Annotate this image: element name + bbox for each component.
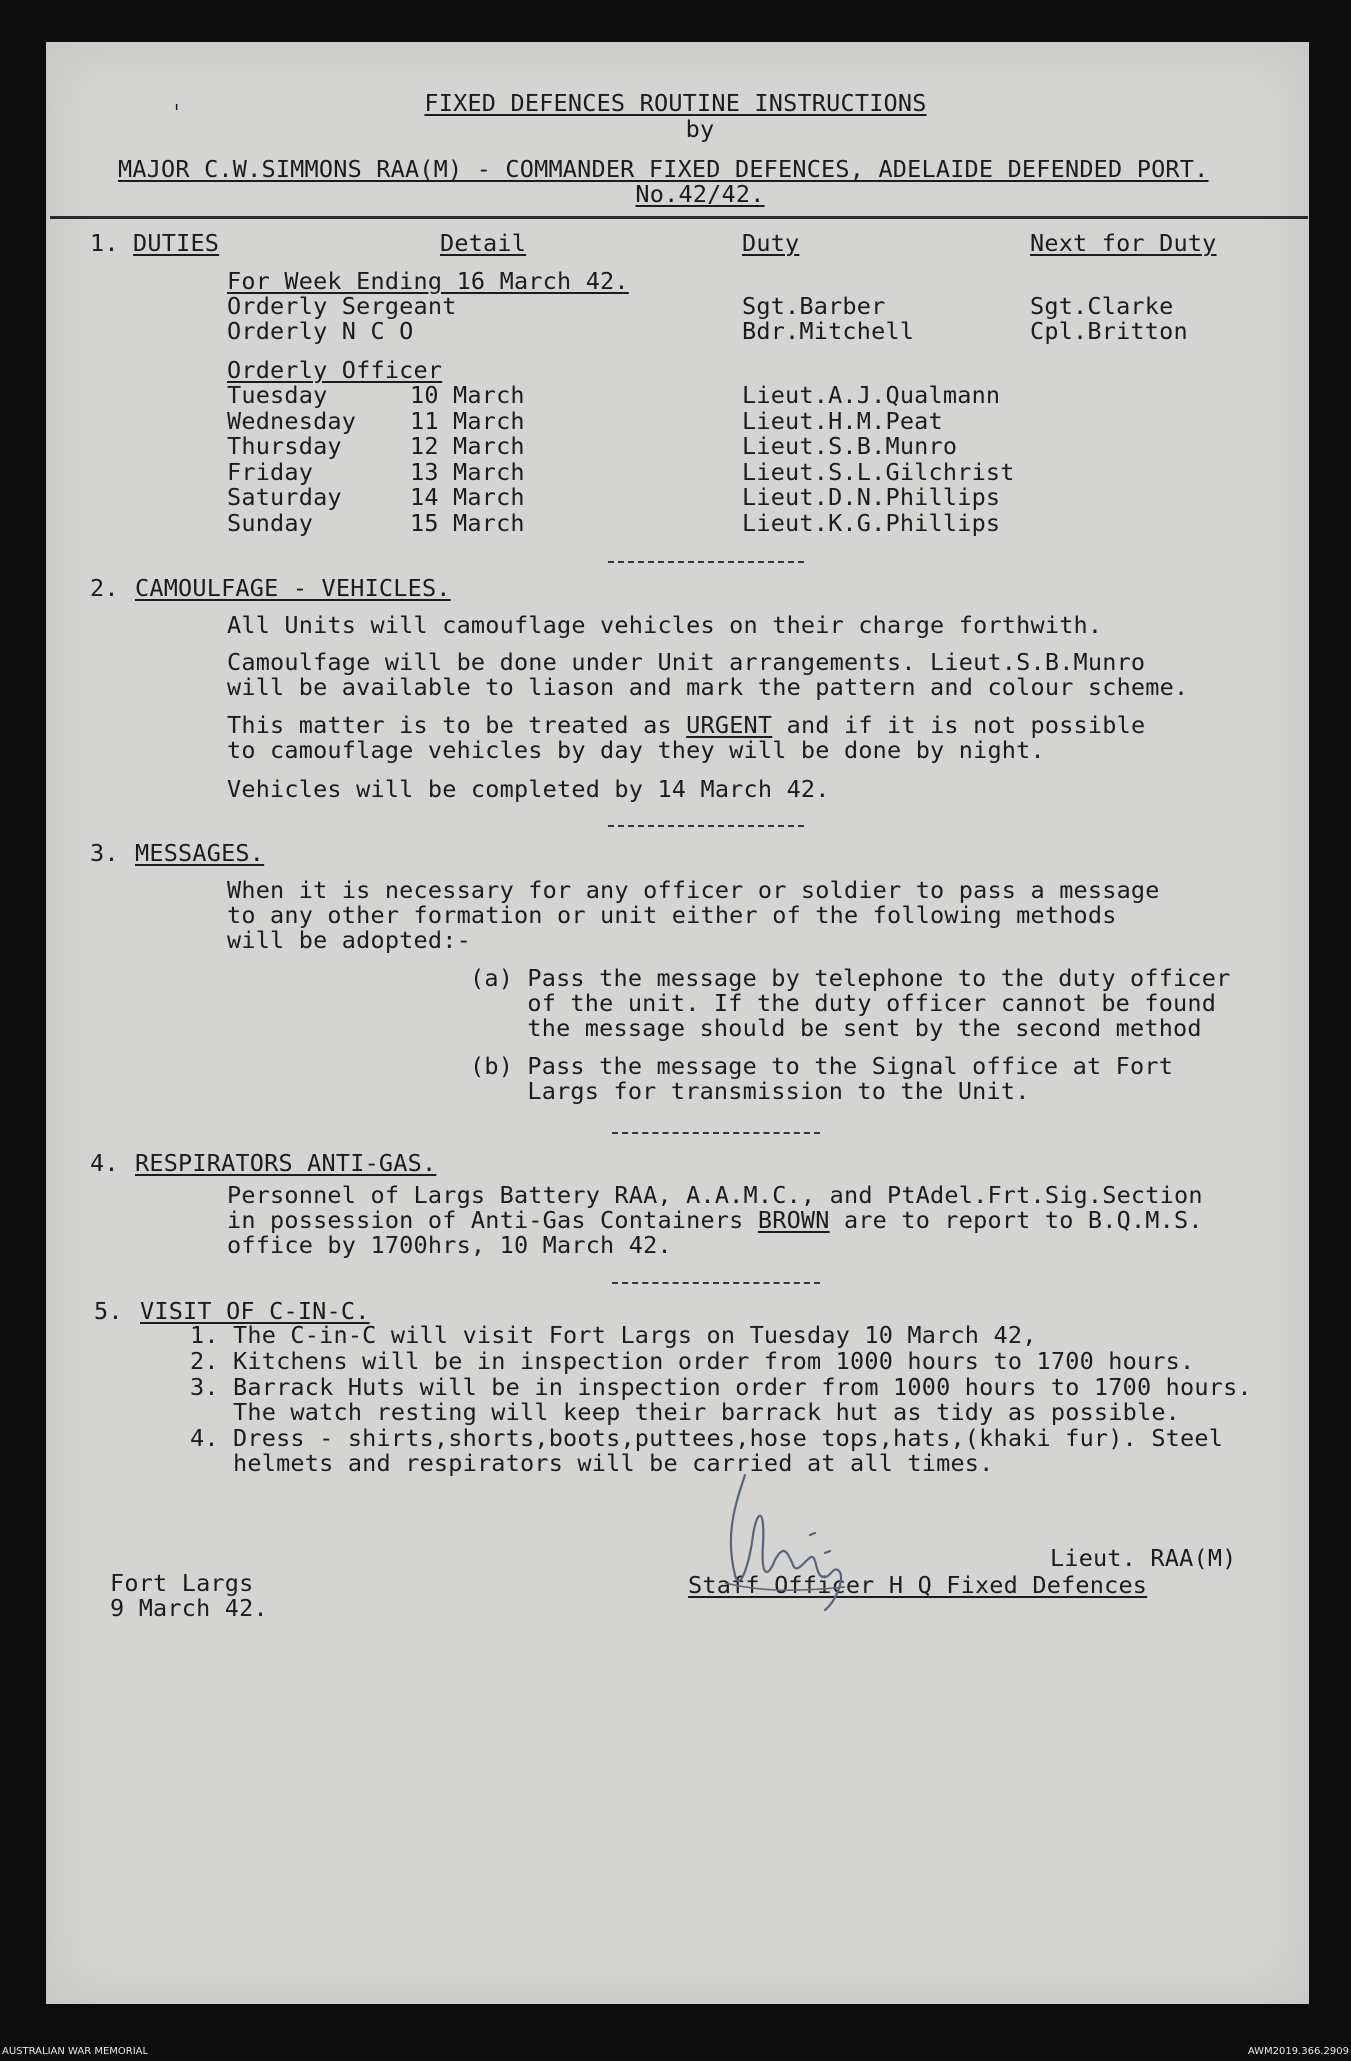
visit-heading: VISIT OF C-IN-C. <box>140 1297 370 1325</box>
respirators-line-1: Personnel of Largs Battery RAA, A.A.M.C., and PtAdel.Frt.Sig.Section <box>227 1181 1203 1209</box>
orderly-nco-duty: Bdr.Mitchell <box>742 317 915 345</box>
orderly-sergeant-label: Orderly Sergeant <box>227 292 457 320</box>
respirators-line-3: office by 1700hrs, 10 March 42. <box>227 1231 672 1259</box>
section-5-number: 5. <box>94 1297 123 1325</box>
messages-heading: MESSAGES. <box>135 839 265 867</box>
table-row-date: 14 March <box>410 483 525 511</box>
table-row-date: 10 March <box>410 381 525 409</box>
closing-rank: Lieut. RAA(M) <box>1050 1544 1237 1572</box>
orderly-sergeant-duty: Sgt.Barber <box>742 292 886 320</box>
footer-credit: AUSTRALIAN WAR MEMORIAL <box>2 2046 149 2057</box>
brown-word: BROWN <box>757 1206 830 1234</box>
table-row-officer: Lieut.K.G.Phillips <box>742 509 1001 537</box>
col-next: Next for Duty <box>1030 229 1217 257</box>
section-4-number: 4. <box>90 1149 119 1177</box>
messages-method-a-1: (a) Pass the message by telephone to the duty officer <box>470 964 1231 992</box>
document-by: by <box>685 115 715 143</box>
messages-method-b-1: (b) Pass the message to the Signal office at Fort <box>470 1052 1174 1080</box>
table-row-day: Sunday <box>227 509 314 537</box>
orderly-officer-heading: Orderly Officer <box>227 356 443 384</box>
col-detail: Detail <box>440 229 527 257</box>
visit-line-4: The watch resting will keep their barrack hut as tidy as possible. <box>190 1398 1181 1426</box>
camouflage-para-4: Vehicles will be completed by 14 March 42. <box>227 775 830 803</box>
table-row-day: Tuesday <box>227 381 328 409</box>
visit-line-3: 3. Barrack Huts will be in inspection order from 1000 hours to 1700 hours. <box>190 1373 1252 1401</box>
table-row-day: Friday <box>227 458 314 486</box>
section-divider <box>612 1132 820 1134</box>
document-title: FIXED DEFENCES ROUTINE INSTRUCTIONS <box>424 89 927 117</box>
messages-method-b-2: Largs for transmission to the Unit. <box>470 1077 1030 1105</box>
table-row-date: 12 March <box>410 432 525 460</box>
messages-method-a-3: the message should be sent by the second method <box>470 1014 1202 1042</box>
table-row-officer: Lieut.S.B.Munro <box>742 432 958 460</box>
closing-date: 9 March 42. <box>110 1594 268 1622</box>
visit-line-6: helmets and respirators will be carried at all times. <box>190 1449 994 1477</box>
visit-line-5: 4. Dress - shirts,shorts,boots,puttees,hose tops,hats,(khaki fur). Steel <box>190 1424 1224 1452</box>
section-1-number: 1. DUTIES <box>90 229 220 257</box>
messages-method-a-2: of the unit. If the duty officer cannot be found <box>470 989 1217 1017</box>
camouflage-heading: CAMOULFAGE - VEHICLES. <box>135 574 451 602</box>
section-divider <box>612 1282 820 1284</box>
document-number: No.42/42. <box>635 180 765 208</box>
footer-accession: AWM2019.366.2909 <box>1247 2046 1349 2057</box>
camouflage-para-3a: This matter is to be treated as URGENT and if it is not possible <box>227 711 1146 739</box>
table-row-date: 13 March <box>410 458 525 486</box>
table-row-day: Wednesday <box>227 407 357 435</box>
messages-para-1b: to any other formation or unit either of the following methods <box>227 901 1117 929</box>
table-row-officer: Lieut.D.N.Phillips <box>742 483 1001 511</box>
respirators-line-2: in possession of Anti-Gas Containers BROWN are to report to B.Q.M.S. <box>227 1206 1203 1234</box>
visit-line-1: 1. The C-in-C will visit Fort Largs on Tuesday 10 March 42, <box>190 1321 1037 1349</box>
urgent-word: URGENT <box>686 711 773 739</box>
messages-para-1a: When it is necessary for any officer or soldier to pass a message <box>227 876 1160 904</box>
section-2-number: 2. <box>90 574 119 602</box>
orderly-sergeant-next: Sgt.Clarke <box>1030 292 1174 320</box>
camouflage-para-2a: Camoulfage will be done under Unit arrangements. Lieut.S.B.Munro <box>227 648 1146 676</box>
section-divider <box>608 561 804 563</box>
camouflage-para-1: All Units will camouflage vehicles on their charge forthwith. <box>227 611 1103 639</box>
document-author: MAJOR C.W.SIMMONS RAA(M) - COMMANDER FIXED DEFENCES, ADELAIDE DEFENDED PORT. <box>118 155 1209 183</box>
section-3-number: 3. <box>90 839 119 867</box>
header-rule <box>50 216 1308 219</box>
section-divider <box>608 825 804 827</box>
closing-title: Staff Officer H Q Fixed Defences <box>688 1571 1148 1599</box>
duties-heading: DUTIES <box>133 229 220 257</box>
table-row-day: Saturday <box>227 483 342 511</box>
table-row-officer: Lieut.A.J.Qualmann <box>742 381 1001 409</box>
messages-para-1c: will be adopted:- <box>227 926 471 954</box>
handwritten-signature <box>705 1465 870 1615</box>
table-row-date: 11 March <box>410 407 525 435</box>
respirators-heading: RESPIRATORS ANTI-GAS. <box>135 1149 437 1177</box>
orderly-nco-label: Orderly N C O <box>227 317 414 345</box>
table-row-officer: Lieut.H.M.Peat <box>742 407 943 435</box>
closing-place: Fort Largs <box>110 1569 254 1597</box>
table-row-date: 15 March <box>410 509 525 537</box>
camouflage-para-3b: to camouflage vehicles by day they will be done by night. <box>227 736 1045 764</box>
col-duty: Duty <box>742 229 800 257</box>
table-row-day: Thursday <box>227 432 342 460</box>
orderly-nco-next: Cpl.Britton <box>1030 317 1188 345</box>
visit-line-2: 2. Kitchens will be in inspection order from 1000 hours to 1700 hours. <box>190 1347 1195 1375</box>
table-row-officer: Lieut.S.L.Gilchrist <box>742 458 1015 486</box>
week-ending: For Week Ending 16 March 42. <box>227 267 629 295</box>
punch-mark: ˈ <box>170 102 184 127</box>
camouflage-para-2b: will be available to liason and mark the pattern and colour scheme. <box>227 673 1189 701</box>
